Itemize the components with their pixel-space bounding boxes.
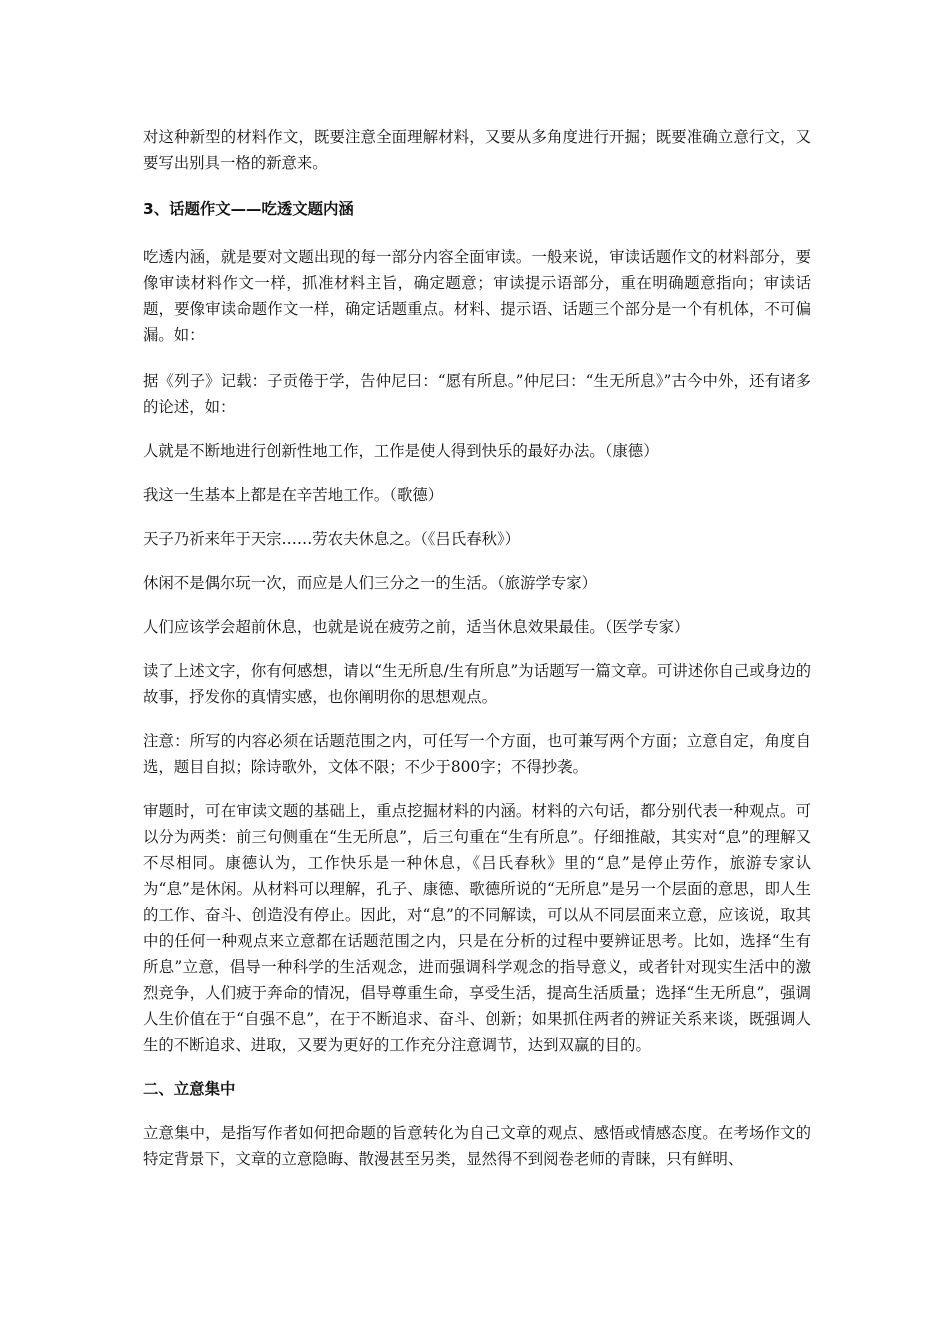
section-heading-focused-theme: 二、立意集中	[143, 1080, 236, 1098]
paragraph-lushi-chunqiu-quote: 天子乃祈来年于天宗……劳农夫休息之。（《吕氏春秋》）	[143, 530, 521, 548]
paragraph-goethe-quote: 我这一生基本上都是在辛苦地工作。（歌德）	[143, 486, 444, 504]
paragraph-medical-expert-quote: 人们应该学会超前休息，也就是说在疲劳之前，适当休息效果最佳。（医学专家）	[143, 618, 690, 636]
paragraph-kant-quote: 人就是不断地进行创新性地工作，工作是使人得到快乐的最好办法。（康德）	[143, 442, 659, 460]
paragraph-essay-prompt: 读了上述文字，你有何感想，请以“生无所息/生有所息”为话题写一篇文章。可讲述你自己或身边的故事，抒发你的真情实感，也你阐明你的思想观点。	[143, 662, 811, 706]
paragraph-tourism-expert-quote: 休闲不是偶尔玩一次，而应是人们三分之一的生活。（旅游学专家）	[143, 574, 598, 592]
paragraph-liezi-quote: 据《列子》记载：子贡倦于学，告仲尼曰：“愿有所息。”仲尼曰：“生无所息》”古今中外，还有诸多的论述，如：	[143, 372, 811, 416]
paragraph-focused-theme-intro: 立意集中，是指写作者如何把命题的旨意转化为自己文章的观点、感悟或情感态度。在考场作文的特定背景下，文章的立意隐晦、散漫甚至另类，显然得不到阅卷老师的青睐，只有鲜明、	[143, 1124, 811, 1168]
paragraph-analysis: 审题时，可在审读文题的基础上，重点挖掘材料的内涵。材料的六句话，都分别代表一种观点。可以分为两类：前三句侧重在“生无所息”，后三句重在“生有所息”。仔细推敲，其实对“息”的理解又不尽相同。康德认为，工作快乐是一种休息，《吕氏春秋》里的“息”是停止劳作，旅游专家认为“息”是休闲。从材料可以理解，孔子、康德、歌德所说的“无所息”是另一个层面的意思，即人生的工作、奋斗、创造没有停止。因此，对“息”的不同解读，可以从不同层面来立意，应该说，取其中的任何一种观点来立意都在话题范围之内，只是在分析的过程中要辨证思考。比如，选择“生有所息”立意，倡导一种科学的生活观念，进而强调科学观念的指导意义，或者针对现实生活中的激烈竞争，人们疲于奔命的情况，倡导尊重生命，享受生活，提高生活质量；选择“生无所息”，强调人生价值在于“自强不息”，在于不断追求、奋斗、创新；如果抓住两者的辨证关系来谈，既强调人生的不断追求、进取，又要为更好的工作充分注意调节，达到双赢的目的。	[143, 802, 811, 1054]
paragraph-material-essay-summary: 对这种新型的材料作文，既要注意全面理解材料，又要从多角度进行开掘；既要准确立意行文，又要写出别具一格的新意来。	[143, 128, 811, 172]
document-page	[143, 124, 811, 1190]
paragraph-topic-essay-intro: 吃透内涵，就是要对文题出现的每一部分内容全面审读。一般来说，审读话题作文的材料部分，要像审读材料作文一样，抓准材料主旨，确定题意；审读提示语部分，重在明确题意指向；审读话题，要像审读命题作文一样，确定话题重点。材料、提示语、话题三个部分是一个有机体，不可偏漏。如：	[143, 248, 811, 344]
section-heading-topic-essay: 3、话题作文——吃透文题内涵	[143, 200, 354, 218]
paragraph-essay-requirements: 注意：所写的内容必须在话题范围之内，可任写一个方面，也可兼写两个方面；立意自定，角度自选，题目自拟；除诗歌外，文体不限；不少于800字；不得抄袭。	[143, 732, 811, 776]
